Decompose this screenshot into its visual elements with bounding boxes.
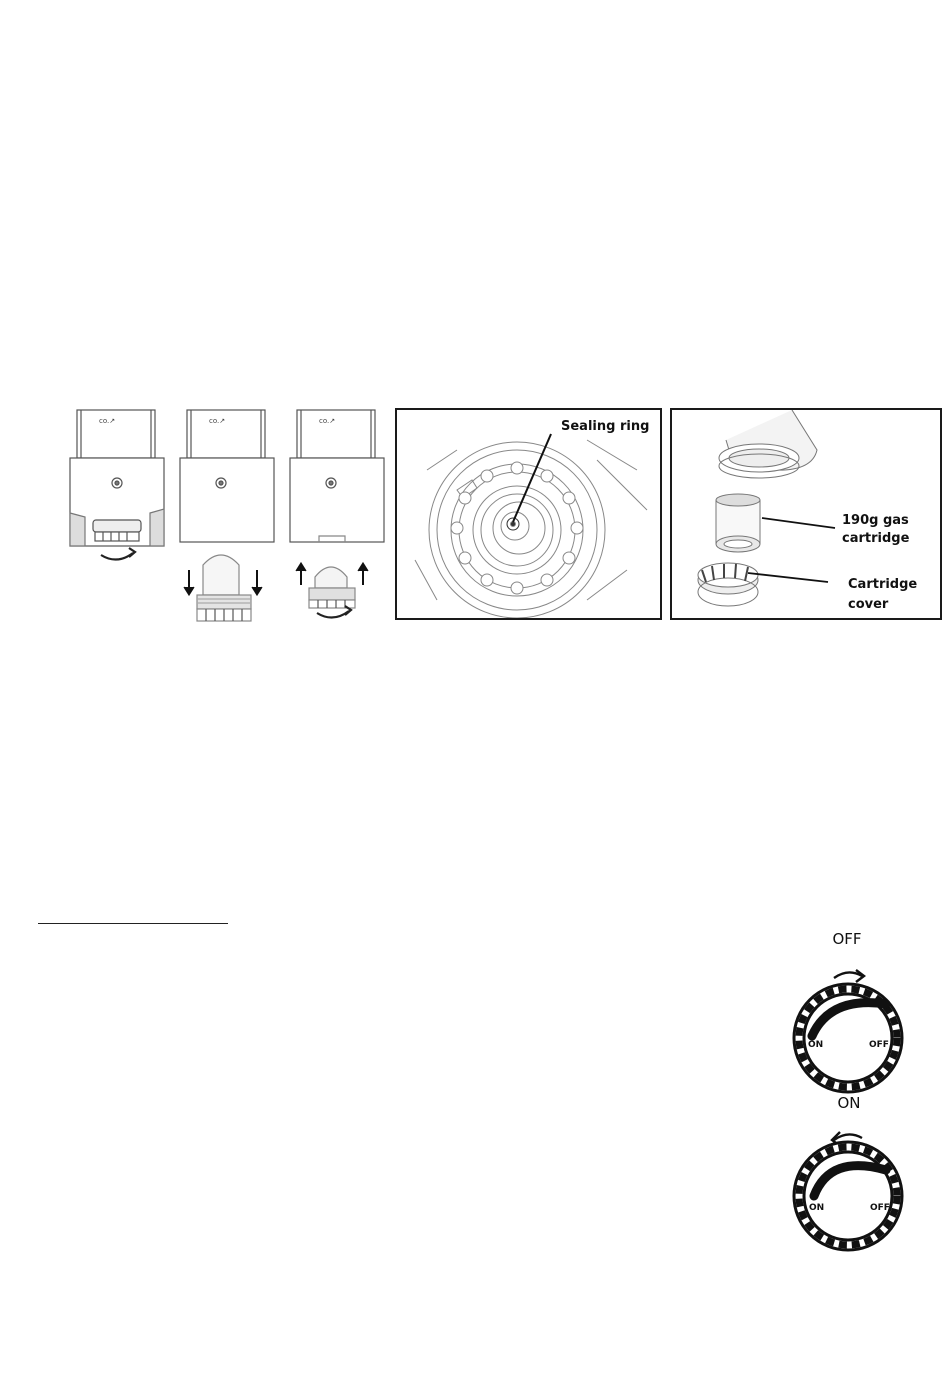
rotate-clockwise-arrow-icon bbox=[834, 972, 862, 978]
dial-off-graphic bbox=[790, 958, 906, 1098]
panel-mark-3: co.↗ bbox=[319, 417, 336, 425]
sealing-ring-figure bbox=[395, 408, 662, 620]
step-2-insert-cartridge bbox=[180, 410, 274, 621]
dial-on-on-text: ON bbox=[809, 1203, 825, 1213]
gas-cartridge-label-line-1: 190g gas bbox=[842, 513, 909, 528]
gas-cartridge-figure bbox=[670, 408, 942, 620]
dial-off-off-text: OFF bbox=[869, 1040, 889, 1050]
step-illustrations bbox=[65, 405, 390, 635]
dial-on bbox=[790, 1120, 906, 1260]
cartridge-cover-label-line-1: Cartridge bbox=[848, 577, 918, 592]
gas-cartridge-label-line-2: cartridge bbox=[842, 531, 910, 546]
step-3-fit-cover bbox=[290, 410, 384, 618]
dial-on-graphic bbox=[790, 1120, 906, 1260]
dial-off-caption: OFF bbox=[832, 930, 862, 948]
section-heading-underline bbox=[38, 923, 228, 924]
dial-off bbox=[790, 958, 906, 1098]
cartridge-cover-label-line-2: cover bbox=[848, 597, 889, 612]
dial-on-caption: ON bbox=[837, 1094, 861, 1112]
dial-off-on-text: ON bbox=[808, 1040, 824, 1050]
step-diagram-svg bbox=[65, 405, 390, 635]
panel-mark-2: co.↗ bbox=[209, 417, 226, 425]
panel-mark-1: co.↗ bbox=[99, 417, 116, 425]
step-1-remove-cover bbox=[70, 410, 164, 560]
sealing-ring-illustration bbox=[397, 410, 660, 618]
sealing-ring-label: Sealing ring bbox=[561, 419, 650, 434]
dial-on-off-text: OFF bbox=[870, 1203, 890, 1213]
